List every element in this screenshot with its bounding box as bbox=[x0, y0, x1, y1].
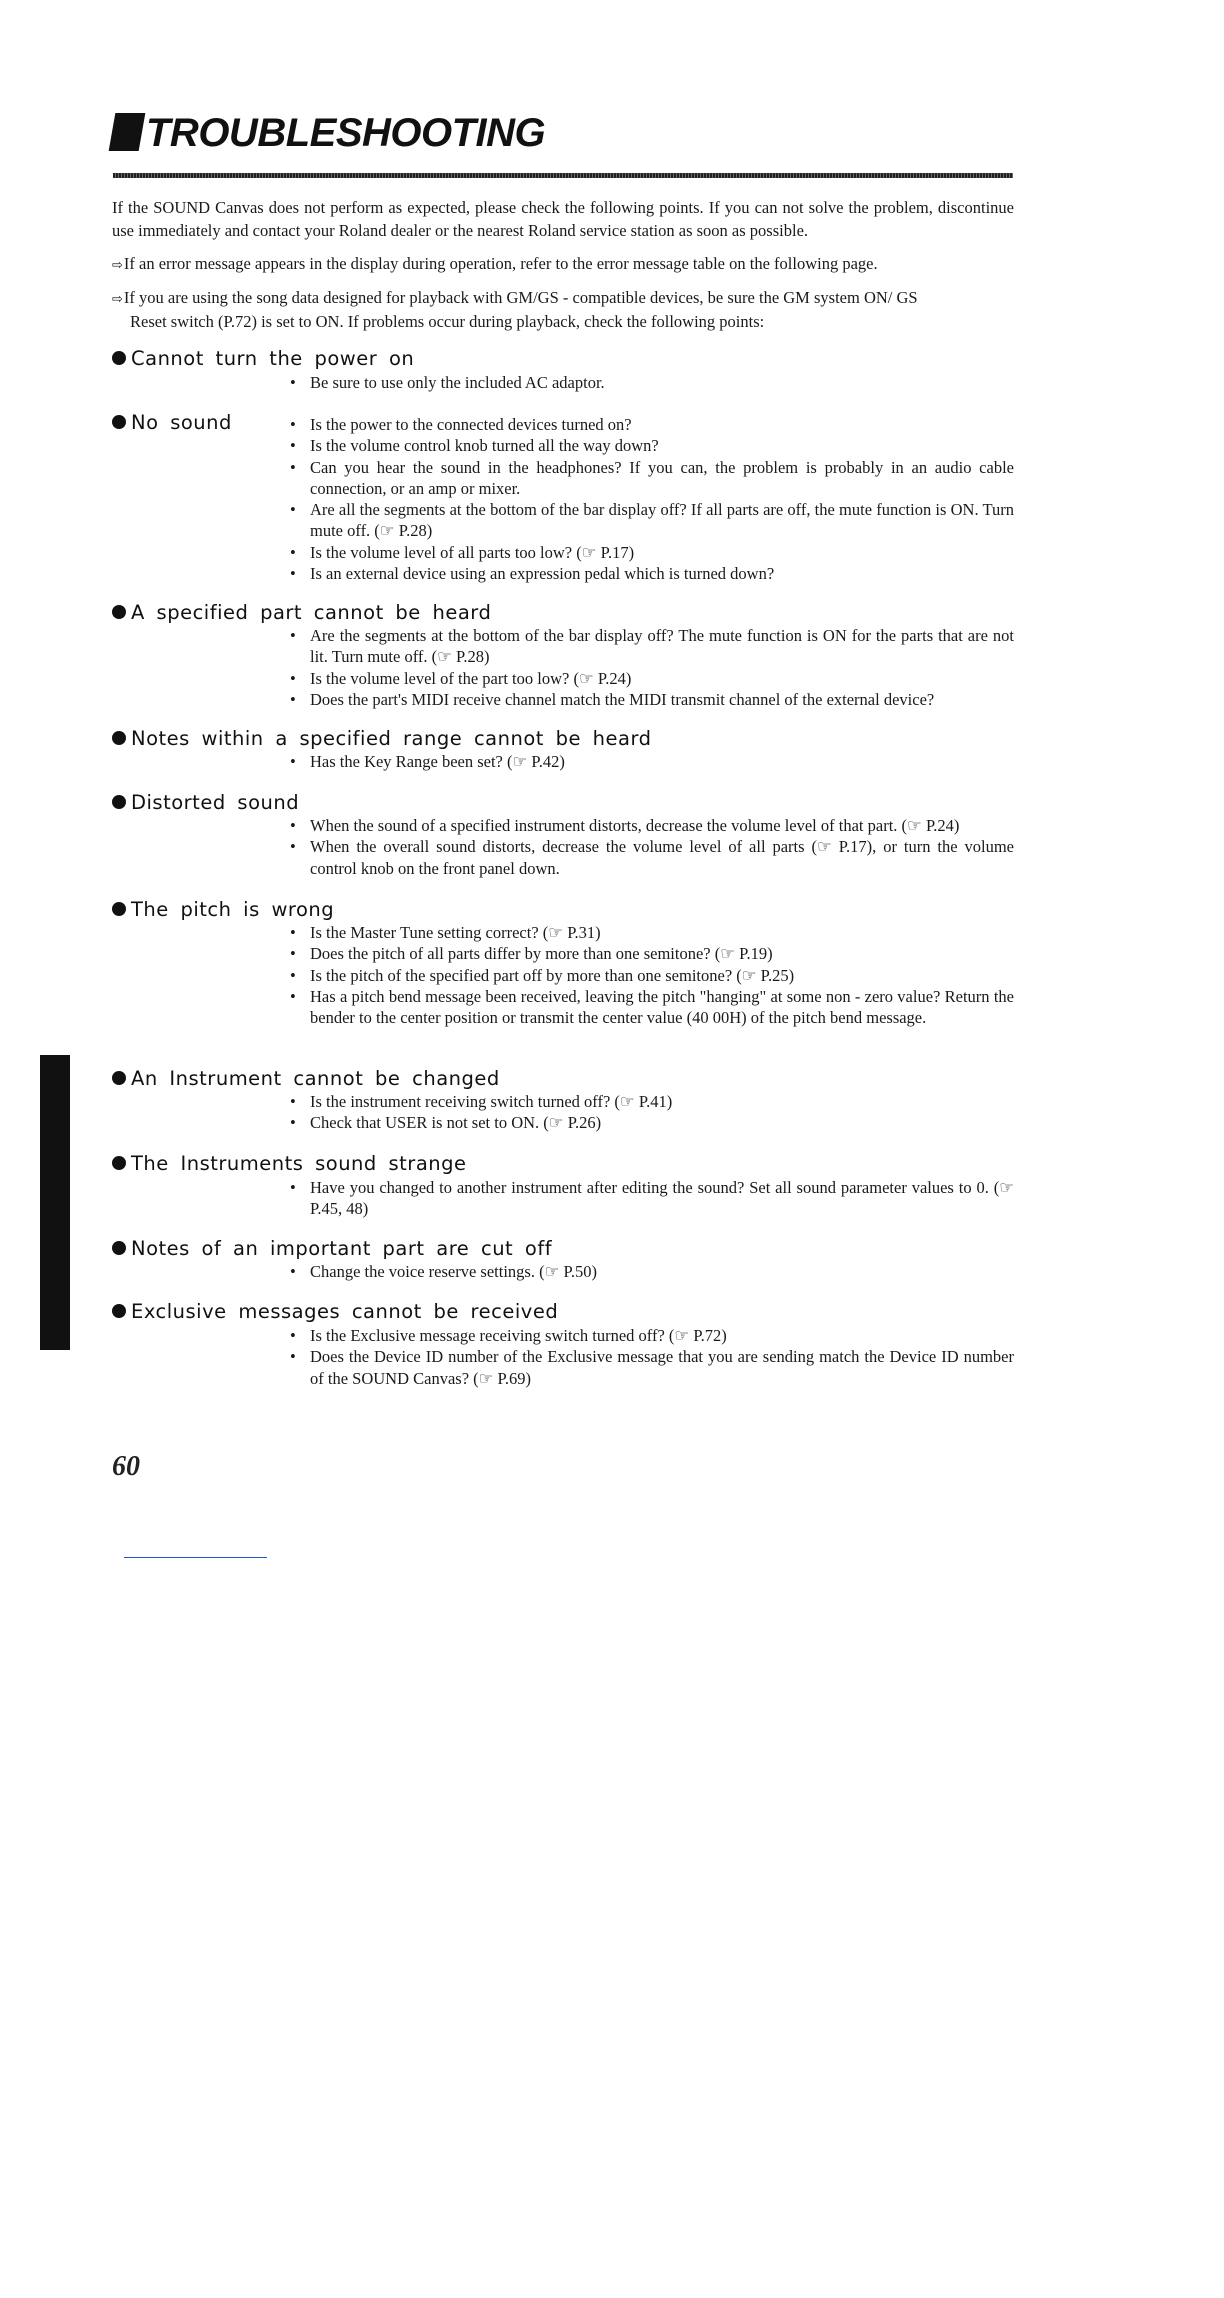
bullet-dot-icon bbox=[112, 415, 126, 429]
section-heading bbox=[112, 1067, 500, 1091]
section-heading bbox=[112, 1152, 467, 1176]
note-text: If you are using the song data designed for playback with GM/GS - compatible devices, be sure the GM system ON/ GS bbox=[123, 288, 918, 307]
section-heading-text: The pitch is wrong bbox=[131, 898, 335, 921]
note-text: If an error message appears in the display during operation, refer to the error message table on the following page. bbox=[123, 254, 878, 273]
bullet-dot-icon bbox=[112, 605, 126, 619]
section-heading bbox=[112, 727, 652, 751]
section-items bbox=[290, 1091, 1014, 1134]
section-items bbox=[290, 625, 1014, 710]
section-items bbox=[290, 815, 1014, 879]
section-heading bbox=[112, 898, 334, 922]
bullet-dot-icon bbox=[112, 1156, 126, 1170]
list-item: • Is the volume level of the part too low? (☞ P.24) bbox=[290, 668, 1014, 689]
section-heading-text: Notes of an important part are cut off bbox=[131, 1237, 553, 1260]
bullet-dot-icon bbox=[112, 902, 126, 916]
page-number: 60 bbox=[112, 1451, 140, 1482]
bullet-dot-icon bbox=[112, 1071, 126, 1085]
section-heading-text: Notes within a specified range cannot be heard bbox=[131, 727, 652, 750]
bullet-dot-icon bbox=[112, 731, 126, 745]
section-items bbox=[290, 414, 1014, 584]
arrow-icon: ⇨ bbox=[112, 258, 123, 273]
bullet-dot-icon bbox=[112, 1304, 126, 1318]
list-item: • Does the pitch of all parts differ by more than one semitone? (☞ P.19) bbox=[290, 943, 1014, 964]
section-items bbox=[290, 751, 1014, 772]
list-item: • Has a pitch bend message been received, leaving the pitch "hanging" at some non - zero value? Return the bender to the center position or transmit the center value (40 00H) of the pitch bend message. bbox=[290, 986, 1014, 1029]
section-heading bbox=[112, 411, 232, 435]
intro-paragraph: If the SOUND Canvas does not perform as expected, please check the following points. If you can not solve the problem, discontinue use immediately and contact your Roland dealer or the nearest Roland service station as soon as possible. bbox=[112, 198, 1014, 240]
title-square-icon bbox=[109, 113, 146, 151]
section-items bbox=[290, 1261, 1014, 1282]
section-heading-text: No sound bbox=[131, 411, 232, 434]
section-heading bbox=[112, 347, 414, 371]
list-item: • Can you hear the sound in the headphones? If you can, the problem is probably in an audio cable connection, or an amp or mixer. bbox=[290, 457, 1014, 500]
bullet-dot-icon bbox=[112, 1241, 126, 1255]
section-heading-text: A specified part cannot be heard bbox=[131, 601, 492, 624]
appendix-tab-label: APPENDIX bbox=[47, 2218, 63, 2298]
list-item: • Is an external device using an expression pedal which is turned down? bbox=[290, 563, 1014, 584]
section-heading-text: Distorted sound bbox=[131, 791, 300, 814]
list-item: • Is the pitch of the specified part off by more than one semitone? (☞ P.25) bbox=[290, 965, 1014, 986]
bullet-dot-icon bbox=[112, 795, 126, 809]
section-heading bbox=[112, 1300, 558, 1324]
note-error-message bbox=[112, 253, 1014, 277]
section-heading-text: The Instruments sound strange bbox=[131, 1152, 467, 1175]
list-item: • Are all the segments at the bottom of the bar display off? If all parts are off, the mute function is ON. Turn mute off. (☞ P.28) bbox=[290, 499, 1014, 542]
list-item: • Change the voice reserve settings. (☞ P.50) bbox=[290, 1261, 1014, 1282]
section-items bbox=[290, 1325, 1014, 1389]
list-item: • Is the Exclusive message receiving switch turned off? (☞ P.72) bbox=[290, 1325, 1014, 1346]
list-item: • Have you changed to another instrument after editing the sound? Set all sound parameter values to 0. (☞ P.45, 48) bbox=[290, 1177, 1014, 1220]
list-item: • Are the segments at the bottom of the bar display off? The mute function is ON for the parts that are not lit. Turn mute off. (☞ P.28) bbox=[290, 625, 1014, 668]
list-item: • Does the Device ID number of the Exclusive message that you are sending match the Device ID number of the SOUND Canvas? (☞ P.69) bbox=[290, 1346, 1014, 1389]
list-item: • Is the volume control knob turned all the way down? bbox=[290, 435, 1014, 456]
bullet-dot-icon bbox=[112, 351, 126, 365]
section-heading-text: An Instrument cannot be changed bbox=[131, 1067, 500, 1090]
list-item: • Check that USER is not set to ON. (☞ P.26) bbox=[290, 1112, 1014, 1133]
list-item: • Has the Key Range been set? (☞ P.42) bbox=[290, 751, 1014, 772]
section-heading-text: Exclusive messages cannot be received bbox=[131, 1300, 559, 1323]
list-item: • When the sound of a specified instrument distorts, decrease the volume level of that part. (☞ P.24) bbox=[290, 815, 1014, 836]
arrow-icon: ⇨ bbox=[112, 292, 123, 307]
page-title-text: TROUBLESHOOTING bbox=[146, 111, 546, 155]
footer-line bbox=[124, 1557, 267, 1558]
list-item: • Is the instrument receiving switch turned off? (☞ P.41) bbox=[290, 1091, 1014, 1112]
section-items bbox=[290, 1177, 1014, 1220]
list-item: • Is the Master Tune setting correct? (☞ P.31) bbox=[290, 922, 1014, 943]
section-heading-text: Cannot turn the power on bbox=[131, 347, 415, 370]
list-item: • When the overall sound distorts, decrease the volume level of all parts (☞ P.17), or turn the volume control knob on the front panel down. bbox=[290, 836, 1014, 879]
section-items bbox=[290, 922, 1014, 1028]
section-items bbox=[290, 372, 1014, 393]
section-heading bbox=[112, 1237, 552, 1261]
title-rule bbox=[113, 173, 1013, 178]
section-heading bbox=[112, 791, 299, 815]
appendix-side-tab bbox=[40, 1055, 70, 2298]
note-text-line2: Reset switch (P.72) is set to ON. If problems occur during playback, check the following points: bbox=[130, 312, 765, 331]
list-item: • Be sure to use only the included AC adaptor. bbox=[290, 372, 1014, 393]
list-item: • Is the volume level of all parts too low? (☞ P.17) bbox=[290, 542, 1014, 563]
note-gm-gs bbox=[112, 287, 1014, 333]
page-title bbox=[112, 108, 545, 158]
list-item: • Is the power to the connected devices turned on? bbox=[290, 414, 1014, 435]
section-heading bbox=[112, 601, 491, 625]
list-item: • Does the part's MIDI receive channel match the MIDI transmit channel of the external device? bbox=[290, 689, 1014, 710]
